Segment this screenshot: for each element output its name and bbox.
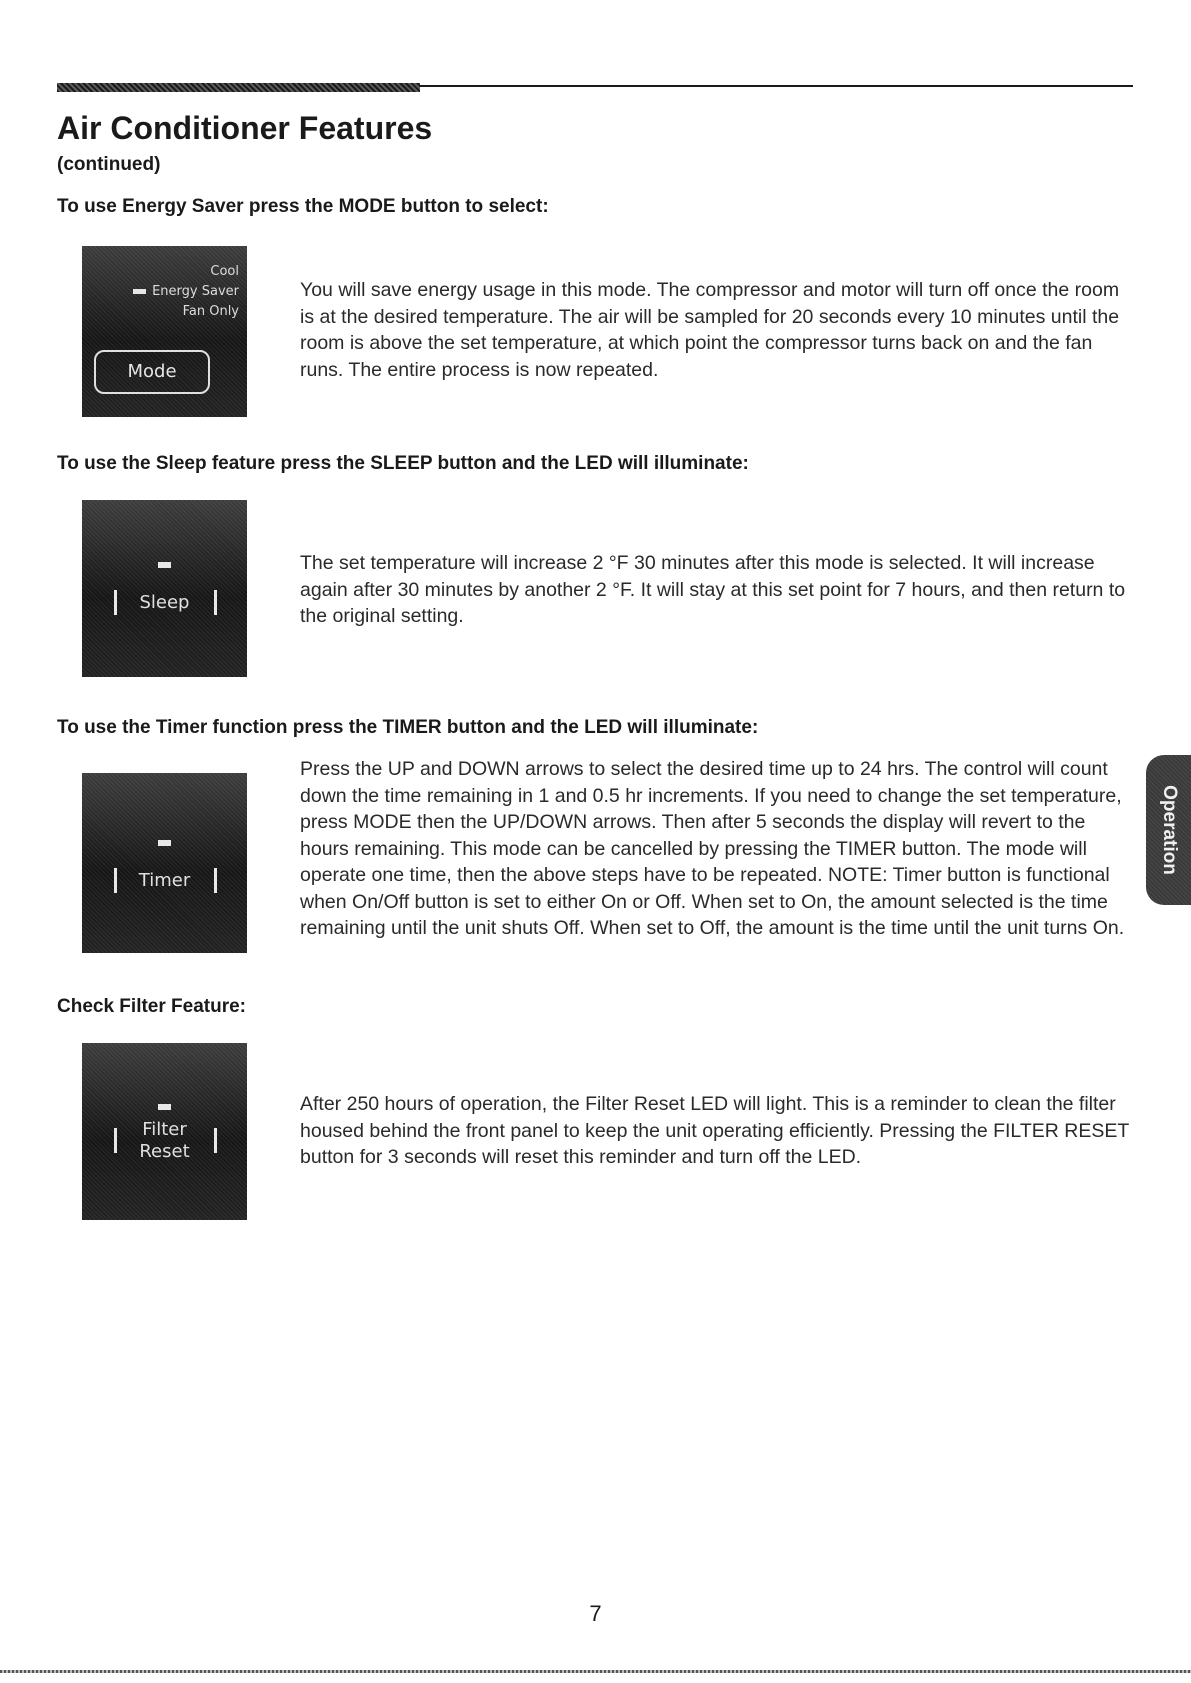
filter-heading: Check Filter Feature: xyxy=(57,996,246,1017)
filter-description: After 250 hours of operation, the Filter Reset LED will light. This is a reminder to clean the filter housed behind the front panel to keep the unit operating efficiently. Pressing the FILTER RESET button for 3 seconds will reset this reminder and turn off the LED. xyxy=(300,1093,1129,1168)
side-tab-label: Operation xyxy=(1158,785,1180,875)
timer-panel-illustration xyxy=(82,773,247,953)
mode-option-cool: Cool xyxy=(210,264,239,279)
mode-option-energy-saver-label: Energy Saver xyxy=(152,284,239,299)
sleep-button: Sleep xyxy=(139,592,190,613)
mode-panel-illustration xyxy=(82,246,247,417)
led-indicator-icon xyxy=(158,840,171,846)
footer-rule xyxy=(0,1670,1191,1673)
page-title: Air Conditioner Features xyxy=(57,110,433,146)
button-bar-right-icon xyxy=(214,590,217,615)
energy-saver-description: You will save energy usage in this mode. The compressor and motor will turn off once the room is at the desired temperature. The air will be sampled for 20 seconds every 10 minutes until the room is above the set temperature, at which point the compressor turns back on and the fan runs. The entire process is now repeated. xyxy=(300,279,1120,381)
filter-button-label-line2: Reset xyxy=(139,1141,190,1162)
sleep-panel-illustration xyxy=(82,500,247,677)
led-indicator-icon xyxy=(158,562,171,568)
side-tab xyxy=(1146,755,1191,905)
button-bar-right-icon xyxy=(214,868,217,893)
mode-button: Mode xyxy=(94,350,210,394)
led-indicator-icon xyxy=(133,289,146,294)
timer-description: Press the UP and DOWN arrows to select the desired time up to 24 hrs. The control will count down the time remaining in 1 and 0.5 hr increments. If you need to change the set temperature, press MODE then the UP/DOWN arrows. Then after 5 seconds the display will revert to the hours remaining. This mode can be cancelled by pressing the TIMER button. The mode will operate one time, then the above steps have to be repeated. NOTE: Timer button is functional when On/Off button is set to either On or Off. When set to On, the amount selected is the time remaining until the unit shuts Off. When set to Off, the amount is the time until the unit turns On. xyxy=(300,758,1125,939)
button-bar-right-icon xyxy=(214,1128,217,1153)
mode-option-fan-only: Fan Only xyxy=(182,304,239,319)
filter-panel-illustration xyxy=(82,1043,247,1220)
timer-button: Timer xyxy=(138,870,191,891)
sleep-description: The set temperature will increase 2 °F 30 minutes after this mode is selected. It will increase again after 30 minutes by another 2 °F. It will stay at this set point for 7 hours, and then return to the original setting. xyxy=(300,552,1126,627)
mode-option-energy-saver xyxy=(133,282,239,302)
mode-list xyxy=(133,262,239,322)
header-rule-accent xyxy=(57,83,420,92)
led-indicator-icon xyxy=(158,1104,171,1110)
filter-button-label-line1: Filter xyxy=(142,1119,187,1140)
page-subtitle: (continued) xyxy=(57,154,161,175)
page-number: 7 xyxy=(589,1601,602,1626)
timer-heading: To use the Timer function press the TIMER button and the LED will illuminate: xyxy=(57,717,759,738)
sleep-heading: To use the Sleep feature press the SLEEP button and the LED will illuminate: xyxy=(57,453,749,474)
energy-saver-heading: To use Energy Saver press the MODE button to select: xyxy=(57,196,549,217)
